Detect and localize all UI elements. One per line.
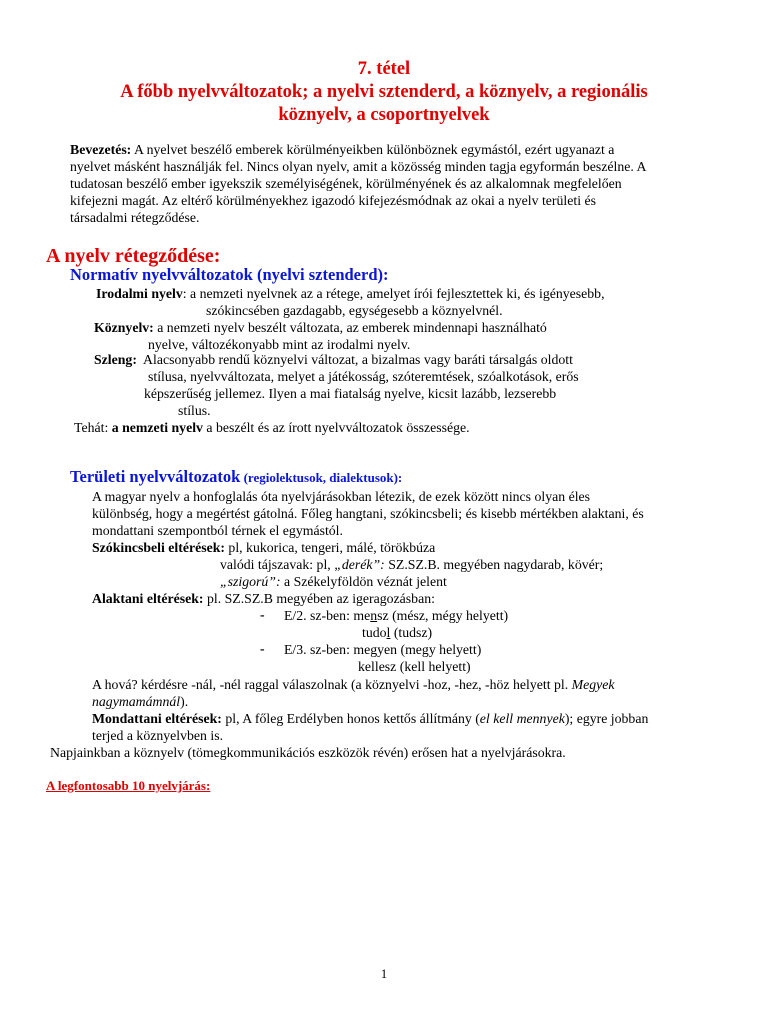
teruleti-p1-line-1: A magyar nyelv a honfoglalás óta nyelvjárásokban létezik, de ezek között nincs olyan éles (92, 489, 591, 504)
szleng-line-2: stílusa, nyelvváltozata, melyet a játékosság, szóteremtések, szóalkotások, erős (148, 369, 579, 384)
hova-line-1: A hová? kérdésre -nál, -nél raggal válaszolnak (a köznyelvi -hoz, -hez, -höz helyett pl. Megyek (92, 677, 615, 692)
alaktani-line-1: Alaktani eltérések: pl. SZ.SZ.B megyében az igeragozásban: (92, 591, 435, 606)
szleng-line-4: stílus. (178, 403, 211, 418)
hova-line-2: nagymamámnál). (92, 694, 189, 709)
teruleti-p1-line-3: mondattani szempontból térnek el egymástól. (92, 523, 343, 538)
szokincs-line-1: Szókincsbeli eltérések: pl, kukorica, tengeri, málé, törökbúza (92, 540, 436, 555)
mondattani-line-2: terjed a köznyelvben is. (92, 728, 224, 743)
mondattani-line-1: Mondattani eltérések: pl, A főleg Erdélyben honos kettős állítmány (el kell mennyek); egyre jobban (92, 711, 649, 726)
koznyelv-label: Köznyelv: (94, 320, 154, 335)
intro-line-1: Bevezetés: A nyelvet beszélő emberek körülményeikben különböznek egymástól, ezért ugyanazt a (70, 142, 615, 157)
irodalmi-label: Irodalmi nyelv (96, 286, 183, 301)
intro-label: Bevezetés: (70, 142, 132, 157)
title-line-2: köznyelv, a csoportnyelvek (278, 105, 490, 125)
alaktani-label: Alaktani eltérések: (92, 591, 204, 606)
intro-line-2: nyelvet másként használják fel. Nincs olyan nyelv, amit a közösség minden tagja egyformán beszélne. A (70, 159, 647, 174)
bullet-e3: - (260, 641, 265, 656)
title-line-1: A főbb nyelvváltozatok; a nyelvi sztenderd, a köznyelv, a regionális (120, 82, 648, 102)
szleng-line-1: Szleng: Alacsonyabb rendű köznyelvi változat, a bizalmas vagy baráti társalgás oldott (94, 352, 573, 367)
intro-line-5: társadalmi rétegződése. (70, 210, 200, 225)
szleng-label: Szleng: (94, 352, 137, 367)
irodalmi-line-2: szókincsében gazdagabb, egységesebb a köznyelvnél. (206, 303, 503, 318)
section-heading-retegzodes: A nyelv rétegződése: (46, 245, 221, 267)
szokincs-label: Szókincsbeli eltérések: (92, 540, 225, 555)
tehat-line: Tehát: a nemzeti nyelv a beszélt és az írott nyelvváltozatok összessége. (74, 420, 470, 435)
irodalmi-line-1: Irodalmi nyelv: a nemzeti nyelvnek az a rétege, amelyet írói fejlesztettek ki, és igényesebb, (96, 286, 605, 301)
szokincs-line-3: „szigorú”: a Székelyföldön véznát jelent (220, 574, 447, 589)
e3-line-2: kellesz (kell helyett) (358, 659, 471, 674)
title-number: 7. tétel (357, 59, 411, 79)
subheading-normativ: Normatív nyelvváltozatok (nyelvi sztenderd): (70, 265, 389, 284)
subheading-teruleti: Területi nyelvváltozatok (regiolektusok, dialektusok): (70, 467, 403, 486)
e3-line-1: E/3. sz-ben: megyen (megy helyett) (284, 642, 482, 657)
e2-line-2: tudol (tudsz) (362, 625, 433, 640)
intro-line-4: kifejezni magát. Az eltérő körülményekhez igazodó kifejezésmódnak az okai a nyelv területi és (70, 193, 596, 208)
intro-line-3: tudatosan beszélő ember igyekszik személyiségének, körülményének és az alkalomnak megfelelően (70, 176, 622, 191)
szleng-line-3: képszerűség jellemez. Ilyen a mai fiatalság nyelve, kicsit lazább, lezserebb (144, 386, 557, 401)
section-heading-nyelvjarasok: A legfontosabb 10 nyelvjárás: (46, 778, 211, 793)
bullet-e2: - (260, 607, 265, 622)
koznyelv-line-2: nyelve, változékonyabb mint az irodalmi nyelv. (148, 337, 411, 352)
napjainkban-line: Napjainkban a köznyelv (tömegkommunikációs eszközök révén) erősen hat a nyelvjárásokra. (50, 745, 566, 760)
mondattani-label: Mondattani eltérések: (92, 711, 222, 726)
szokincs-line-2: valódi tájszavak: pl, „derék”: SZ.SZ.B. megyében nagydarab, kövér; (220, 557, 604, 572)
teruleti-p1-line-2: különbség, hogy a megértést gátolná. Főleg hangtani, szókincsbeli; és kisebb mértékben alaktani, és (92, 506, 644, 521)
koznyelv-line-1: Köznyelv: a nemzeti nyelv beszélt változata, az emberek mindennapi használható (94, 320, 547, 335)
e2-line-1: E/2. sz-ben: mensz (mész, mégy helyett) (284, 608, 509, 623)
page-number: 1 (380, 967, 388, 981)
